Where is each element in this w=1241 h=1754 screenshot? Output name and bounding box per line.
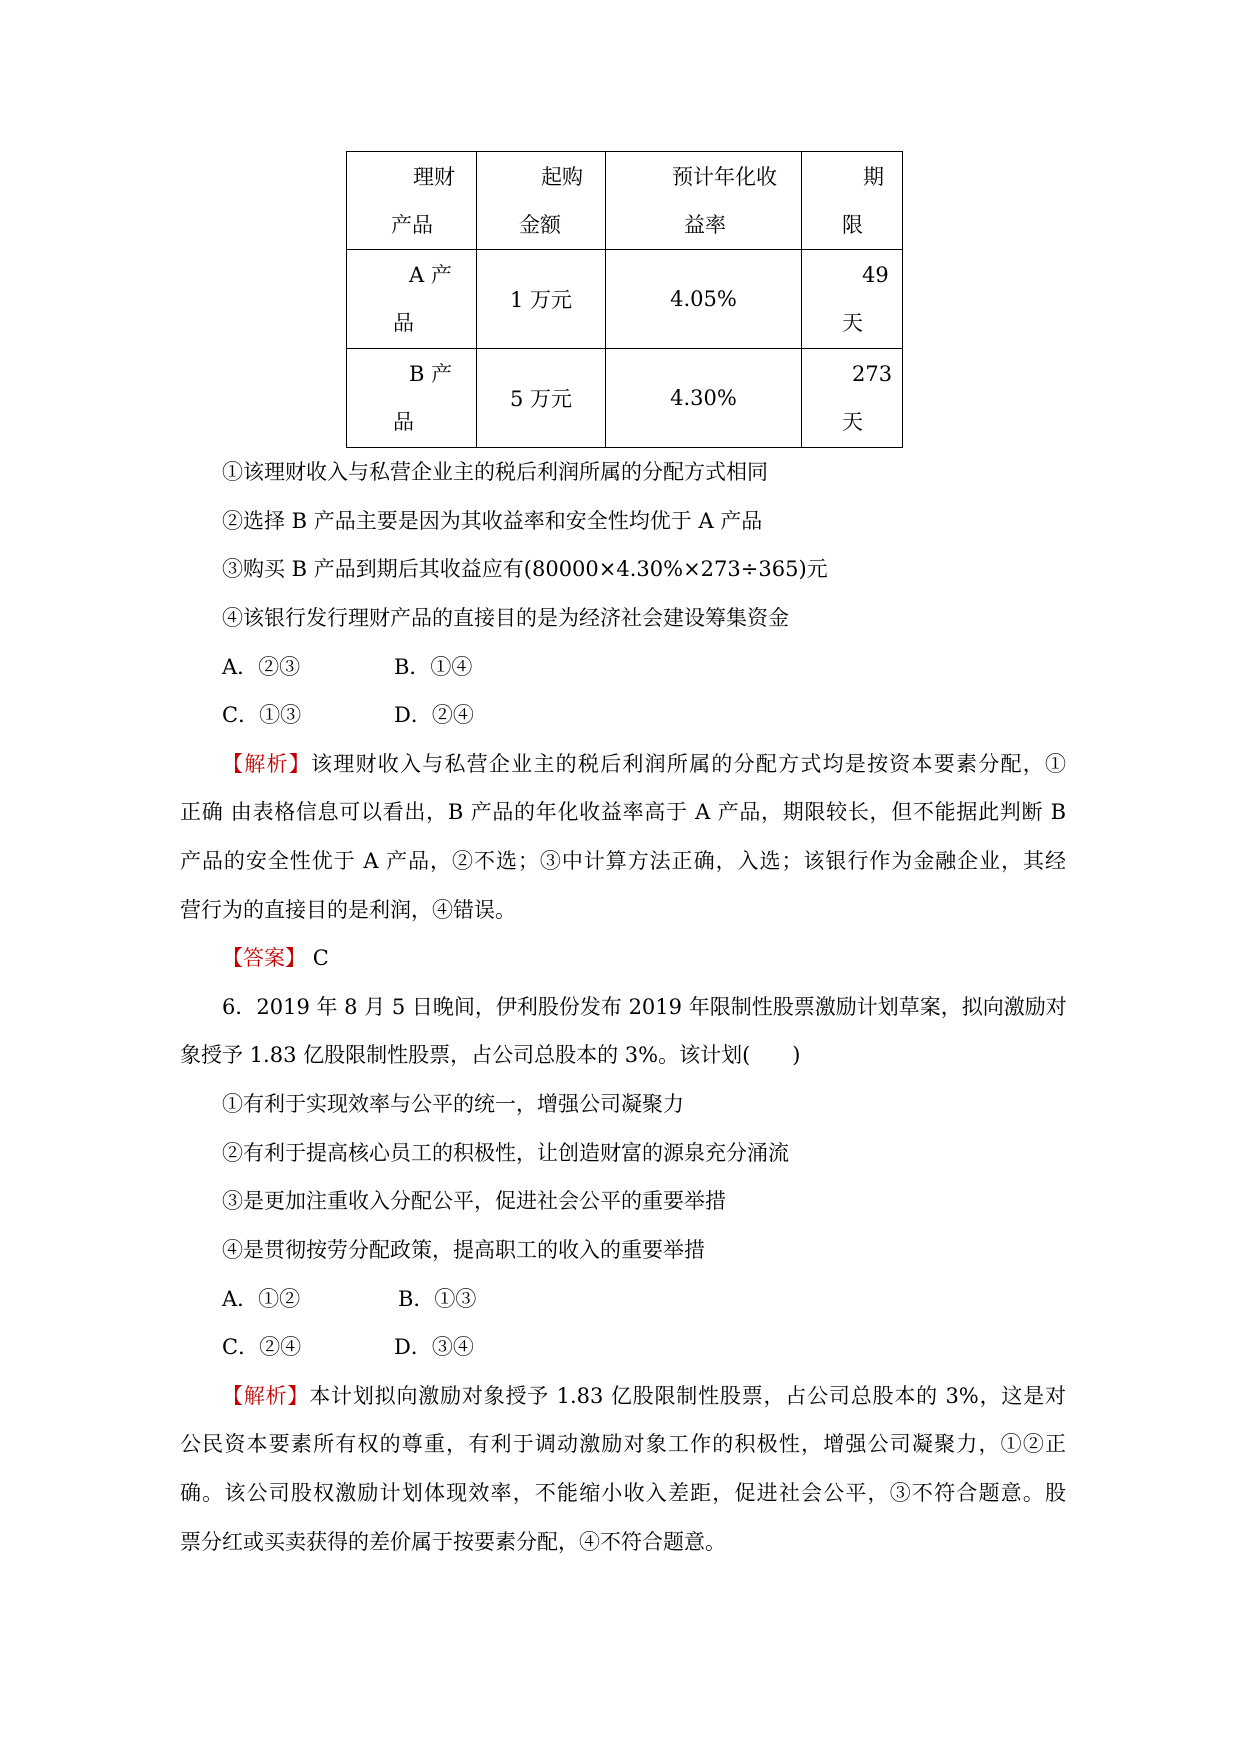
q5-analysis-line-4: 营行为的直接目的是利润，④错误。 (180, 898, 516, 922)
table-row (347, 250, 903, 349)
table-row (347, 349, 903, 448)
product-a-l1: A 产 (409, 263, 452, 287)
q5-analysis-line-1 (222, 749, 1066, 779)
q5-analysis-line-2: 正确 由表格信息可以看出，B 产品的年化收益率高于 A 产品，期限较长，但不能据此判断 B (180, 800, 1066, 824)
q5-analysis-line-3: 产品的安全性优于 A 产品，②不选；③中计算方法正确，入选；该银行作为金融企业，其经 (180, 849, 1066, 873)
q5-analysis-tag: 【解析】 (222, 752, 311, 776)
q6-option-b: B．①③ (398, 1287, 477, 1311)
header-rate-l1: 预计年化收 (672, 164, 777, 189)
table-cell-term (802, 349, 903, 448)
header-rate-l2: 益率 (684, 212, 726, 237)
q5-item-3: ③购买 B 产品到期后其收益应有(80000×4.30%×273÷365)元 (222, 557, 828, 581)
q6-analysis-tag: 【解析】 (222, 1384, 310, 1408)
q5-option-a: A．②③ (222, 655, 301, 679)
q6-analysis-text-1: 本计划拟向激励对象授予 1.83 亿股限制性股票，占公司总股本的 3%，这是对 (309, 1384, 1066, 1408)
rate-a: 4.05% (670, 287, 737, 311)
term-b-l2: 天 (842, 410, 863, 434)
header-term-l2: 限 (842, 212, 863, 237)
q6-stem-line-2: 象授予 1.83 亿股限制性股票，占公司总股本的 3%。该计划( ) (180, 1043, 801, 1067)
q6-analysis-line-1 (222, 1381, 1066, 1411)
table-header-cell (347, 152, 477, 250)
q5-item-2: ②选择 B 产品主要是因为其收益率和安全性均优于 A 产品 (222, 509, 763, 533)
q6-item-4: ④是贯彻按劳分配政策，提高职工的收入的重要举措 (222, 1238, 705, 1262)
q5-answer-tag: 【答案】 (222, 946, 306, 970)
amount-b: 5 万元 (509, 387, 573, 411)
table-cell-rate (606, 250, 802, 349)
table-header-row (347, 152, 903, 250)
product-a-l2: 品 (393, 311, 414, 335)
q5-option-b: B．①④ (394, 655, 473, 679)
term-a-l2: 天 (842, 311, 863, 335)
q5-item-1: ①该理财收入与私营企业主的税后利润所属的分配方式相同 (222, 460, 768, 484)
table-cell-amount (477, 250, 606, 349)
q5-item-4: ④该银行发行理财产品的直接目的是为经济社会建设筹集资金 (222, 606, 789, 630)
table-cell-product (347, 349, 477, 448)
q6-item-2: ②有利于提高核心员工的积极性，让创造财富的源泉充分涌流 (222, 1141, 789, 1165)
q6-option-c: C．②④ (222, 1335, 302, 1359)
table-cell-rate (606, 349, 802, 448)
header-term-l1: 期 (863, 164, 884, 189)
header-product-l1: 理财 (413, 164, 455, 189)
q6-stem-line-1: 6．2019 年 8 月 5 日晚间，伊利股份发布 2019 年限制性股票激励计划草案，拟向激励对 (222, 995, 1067, 1019)
table-header-cell (802, 152, 903, 250)
table-cell-amount (477, 349, 606, 448)
q6-option-a: A．①② (222, 1287, 301, 1311)
header-product-l2: 产品 (391, 212, 433, 237)
rate-b: 4.30% (670, 386, 737, 410)
q6-analysis-line-3: 确。该公司股权激励计划体现效率，不能缩小收入差距，促进社会公平，③不符合题意。股 (180, 1481, 1066, 1505)
q6-item-3: ③是更加注重收入分配公平，促进社会公平的重要举措 (222, 1189, 726, 1213)
q6-analysis-line-4: 票分红或买卖获得的差价属于按要素分配，④不符合题意。 (180, 1530, 726, 1554)
q6-analysis-line-2: 公民资本要素所有权的尊重，有利于调动激励对象工作的积极性，增强公司凝聚力，①②正 (180, 1432, 1066, 1456)
table-header-cell (606, 152, 802, 250)
header-amount-l1: 起购 (541, 164, 583, 189)
term-a-l1: 49 (862, 263, 889, 287)
q6-option-d: D．③④ (394, 1335, 474, 1359)
q5-option-d: D．②④ (394, 703, 474, 727)
q5-analysis-text-1: 该理财收入与私营企业主的税后利润所属的分配方式均是按资本要素分配，① (310, 752, 1067, 776)
header-amount-l2: 金额 (519, 212, 561, 237)
table-cell-term (802, 250, 903, 349)
term-b-l1: 273 (852, 362, 893, 386)
q5-answer-value: C (312, 946, 329, 970)
q6-item-1: ①有利于实现效率与公平的统一，增强公司凝聚力 (222, 1092, 684, 1116)
q5-answer-line (222, 943, 329, 973)
product-b-l2: 品 (393, 410, 414, 434)
financial-products-table (346, 151, 903, 448)
q5-option-c: C．①③ (222, 703, 302, 727)
product-b-l1: B 产 (409, 362, 453, 386)
table-cell-product (347, 250, 477, 349)
amount-a: 1 万元 (509, 288, 573, 312)
table-header-cell (477, 152, 606, 250)
